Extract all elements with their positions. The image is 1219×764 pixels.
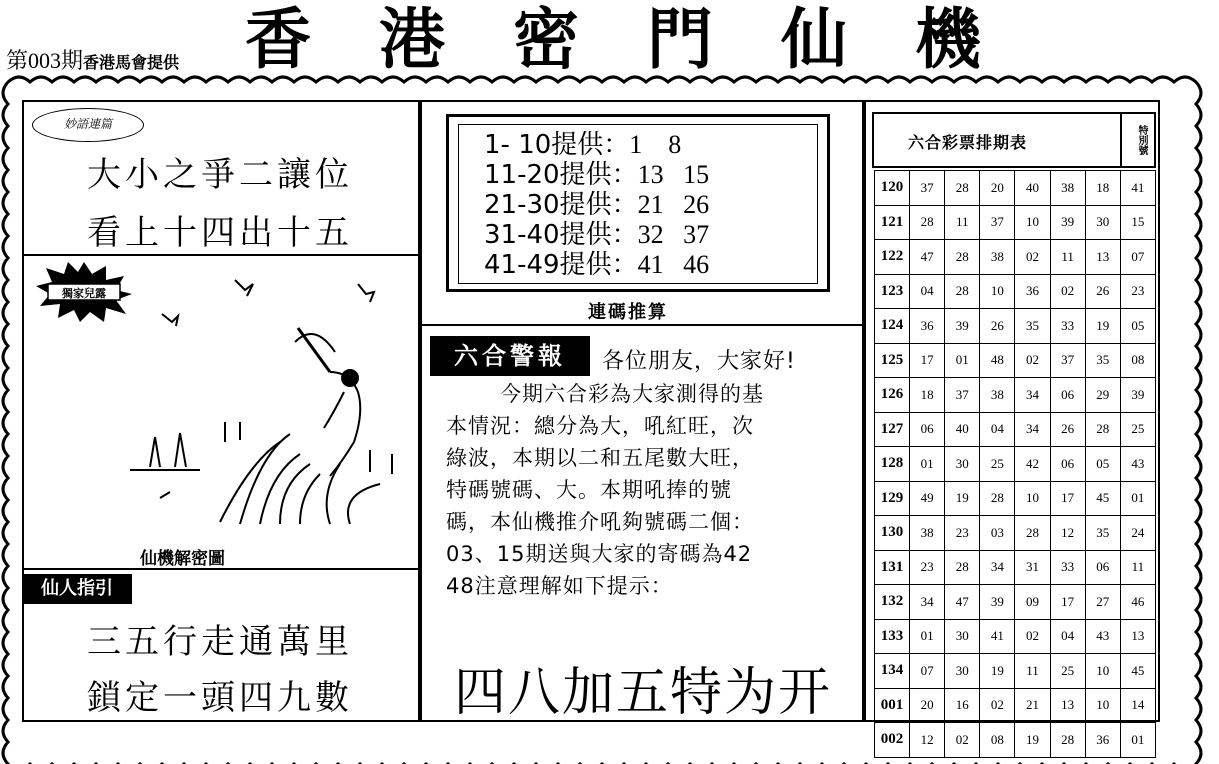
range-row <box>484 250 709 280</box>
number-cell: 40 <box>945 412 980 447</box>
number-cell: 14 <box>1120 688 1155 723</box>
table-title: 六合彩票排期表 <box>908 133 1028 152</box>
number-cell: 39 <box>1120 378 1155 413</box>
number-cell: 26 <box>980 309 1015 344</box>
range-values: 13 15 <box>637 160 710 189</box>
range-row <box>484 130 709 160</box>
number-cell: 04 <box>910 274 945 309</box>
number-cell: 13 <box>1050 688 1085 723</box>
number-cell: 01 <box>1120 723 1155 758</box>
number-cell: 20 <box>980 171 1015 206</box>
number-cell: 49 <box>910 481 945 516</box>
table-row <box>875 481 1156 516</box>
number-cell: 09 <box>1015 585 1050 620</box>
number-cell: 06 <box>910 412 945 447</box>
number-cell: 02 <box>1015 343 1050 378</box>
number-cell: 05 <box>1120 309 1155 344</box>
guide-label: 仙人指引 <box>22 574 132 604</box>
provider: 香港馬會提供 <box>83 53 180 72</box>
number-cell: 47 <box>910 240 945 275</box>
table-row <box>875 550 1156 585</box>
number-cell: 28 <box>910 205 945 240</box>
table-row <box>875 688 1156 723</box>
notice-line: 03、15期送與大家的寄碼為42 <box>446 542 753 566</box>
period-cell: 129 <box>875 481 910 516</box>
number-cell: 35 <box>1085 343 1120 378</box>
number-cell: 30 <box>1085 205 1120 240</box>
range-values: 1 8 <box>629 130 682 159</box>
number-cell: 06 <box>1085 550 1120 585</box>
number-cell: 11 <box>945 205 980 240</box>
number-cell: 48 <box>980 343 1015 378</box>
range-label: 31-40提供 <box>484 220 612 250</box>
poem-line: 三五行走通萬里 <box>87 622 353 662</box>
number-cell: 29 <box>1085 378 1120 413</box>
period-cell: 123 <box>875 274 910 309</box>
notice-line: 碼，本仙機推介吼夠號碼二個： <box>446 510 754 534</box>
poem-line: 看上十四出十五 <box>87 213 353 253</box>
number-cell: 06 <box>1050 447 1085 482</box>
image-caption: 仙機解密圖 <box>140 549 225 569</box>
table-row <box>875 205 1156 240</box>
divider <box>420 324 864 326</box>
number-cell: 07 <box>1120 240 1155 275</box>
number-cell: 08 <box>980 723 1015 758</box>
notice-line: 48注意理解如下提示： <box>446 574 673 598</box>
number-cell: 06 <box>1050 378 1085 413</box>
notice-line: 特碼號碼、大。本期吼捧的號 <box>446 478 732 502</box>
number-cell: 10 <box>1085 688 1120 723</box>
number-cell: 28 <box>945 171 980 206</box>
number-cell: 01 <box>1120 481 1155 516</box>
poem-top <box>40 146 400 262</box>
number-cell: 45 <box>1120 654 1155 689</box>
range-values: 32 37 <box>637 220 710 249</box>
poem-line: 大小之爭二讓位 <box>87 155 353 195</box>
colon: ： <box>611 190 638 220</box>
colon: ： <box>611 160 638 190</box>
number-cell: 17 <box>1050 481 1085 516</box>
table-row <box>875 619 1156 654</box>
number-cell: 01 <box>945 343 980 378</box>
colon: ： <box>603 130 630 160</box>
range-label: 1- 10提供 <box>484 130 604 160</box>
number-cell: 30 <box>945 447 980 482</box>
period-cell: 134 <box>875 654 910 689</box>
range-label: 21-30提供 <box>484 190 612 220</box>
number-cell: 34 <box>1015 412 1050 447</box>
table-header <box>872 112 1156 168</box>
number-cell: 41 <box>980 619 1015 654</box>
number-cell: 24 <box>1120 516 1155 551</box>
number-cell: 04 <box>980 412 1015 447</box>
table-row <box>875 447 1156 482</box>
number-cell: 38 <box>980 378 1015 413</box>
range-label: 41-49提供 <box>484 250 612 280</box>
number-cell: 36 <box>910 309 945 344</box>
number-cell: 02 <box>1015 240 1050 275</box>
period-cell: 125 <box>875 343 910 378</box>
period-cell: 002 <box>875 723 910 758</box>
number-cell: 05 <box>1085 447 1120 482</box>
number-cell: 18 <box>1085 171 1120 206</box>
ranges-list <box>484 130 709 280</box>
table-row <box>875 585 1156 620</box>
number-cell: 36 <box>1085 723 1120 758</box>
number-cell: 26 <box>1085 274 1120 309</box>
range-values: 41 46 <box>637 250 710 279</box>
number-cell: 43 <box>1085 619 1120 654</box>
number-cell: 21 <box>1015 688 1050 723</box>
number-cell: 02 <box>980 688 1015 723</box>
notice-text <box>446 378 856 602</box>
number-cell: 23 <box>945 516 980 551</box>
greeting: 各位朋友，大家好! <box>602 349 796 374</box>
number-cell: 15 <box>1120 205 1155 240</box>
table-row <box>875 274 1156 309</box>
poem-line: 鎖定一頭四九數 <box>87 678 353 718</box>
number-cell: 25 <box>980 447 1015 482</box>
table-row <box>875 654 1156 689</box>
number-cell: 02 <box>945 723 980 758</box>
number-cell: 01 <box>910 619 945 654</box>
number-cell: 10 <box>1015 481 1050 516</box>
number-cell: 39 <box>945 309 980 344</box>
side-label: 特別號 <box>1120 114 1156 166</box>
number-cell: 33 <box>1050 550 1085 585</box>
bird-icon <box>358 284 374 302</box>
colon: ： <box>611 250 638 280</box>
number-cell: 23 <box>910 550 945 585</box>
number-cell: 11 <box>1120 550 1155 585</box>
number-cell: 28 <box>945 550 980 585</box>
number-cell: 26 <box>1050 412 1085 447</box>
number-cell: 02 <box>1050 274 1085 309</box>
period-cell: 001 <box>875 688 910 723</box>
table-row <box>875 412 1156 447</box>
number-cell: 28 <box>1015 516 1050 551</box>
number-cell: 07 <box>910 654 945 689</box>
number-cell: 08 <box>1120 343 1155 378</box>
number-cell: 34 <box>910 585 945 620</box>
period-cell: 127 <box>875 412 910 447</box>
number-cell: 25 <box>1120 412 1155 447</box>
number-cell: 47 <box>945 585 980 620</box>
notice-line: 今期六合彩為大家測得的基 <box>500 382 764 406</box>
number-cell: 25 <box>1050 654 1085 689</box>
calc-label: 連碼推算 <box>588 302 668 323</box>
table-row <box>875 723 1156 758</box>
number-cell: 35 <box>1085 516 1120 551</box>
bird-icon <box>235 280 253 296</box>
period-cell: 121 <box>875 205 910 240</box>
table-row <box>875 309 1156 344</box>
number-cell: 28 <box>1085 412 1120 447</box>
number-cell: 16 <box>945 688 980 723</box>
number-cell: 38 <box>1050 171 1085 206</box>
period-cell: 128 <box>875 447 910 482</box>
table-row <box>875 516 1156 551</box>
number-cell: 19 <box>1085 309 1120 344</box>
bird-icon <box>162 314 178 326</box>
period-cell: 132 <box>875 585 910 620</box>
issue-number: 第003期 <box>6 48 84 73</box>
range-label: 11-20提供 <box>484 160 612 190</box>
number-cell: 37 <box>980 205 1015 240</box>
number-cell: 34 <box>1015 378 1050 413</box>
number-cell: 19 <box>980 654 1015 689</box>
number-cell: 33 <box>1050 309 1085 344</box>
range-row <box>484 160 709 190</box>
number-cell: 18 <box>910 378 945 413</box>
archer-illustration <box>130 262 410 532</box>
schedule-table <box>874 170 1156 758</box>
table-row <box>875 240 1156 275</box>
range-row <box>484 190 709 220</box>
notice-line: 綠波，本期以二和五尾數大旺， <box>446 446 754 470</box>
number-cell: 12 <box>1050 516 1085 551</box>
oval-label: 妙語連篇 <box>32 108 144 142</box>
number-cell: 30 <box>945 619 980 654</box>
page-title: 香港密門仙機 <box>245 1 1049 78</box>
number-cell: 28 <box>980 481 1015 516</box>
number-cell: 11 <box>1050 240 1085 275</box>
number-cell: 37 <box>945 378 980 413</box>
number-cell: 37 <box>1050 343 1085 378</box>
number-cell: 10 <box>980 274 1015 309</box>
table-row <box>875 378 1156 413</box>
number-cell: 45 <box>1085 481 1120 516</box>
number-cell: 38 <box>910 516 945 551</box>
alert-label: 六合警報 <box>430 336 590 376</box>
number-cell: 19 <box>945 481 980 516</box>
hint-text: 四八加五特为开 <box>454 663 833 723</box>
period-cell: 120 <box>875 171 910 206</box>
number-cell: 37 <box>910 171 945 206</box>
number-cell: 27 <box>1085 585 1120 620</box>
number-cell: 38 <box>980 240 1015 275</box>
period-cell: 130 <box>875 516 910 551</box>
number-cell: 10 <box>1015 205 1050 240</box>
period-cell: 122 <box>875 240 910 275</box>
notice-line: 本情況：總分為大，吼紅旺，次 <box>446 414 754 438</box>
number-cell: 28 <box>945 240 980 275</box>
table-row <box>875 171 1156 206</box>
range-values: 21 26 <box>637 190 710 219</box>
number-cell: 23 <box>1120 274 1155 309</box>
number-cell: 28 <box>945 274 980 309</box>
number-cell: 42 <box>1015 447 1050 482</box>
number-cell: 39 <box>1050 205 1085 240</box>
number-cell: 20 <box>910 688 945 723</box>
colon: ： <box>611 220 638 250</box>
period-cell: 126 <box>875 378 910 413</box>
number-cell: 36 <box>1015 274 1050 309</box>
number-cell: 01 <box>910 447 945 482</box>
number-cell: 35 <box>1015 309 1050 344</box>
number-cell: 40 <box>1015 171 1050 206</box>
number-cell: 19 <box>1015 723 1050 758</box>
number-cell: 12 <box>910 723 945 758</box>
number-cell: 02 <box>1015 619 1050 654</box>
number-cell: 04 <box>1050 619 1085 654</box>
number-cell: 10 <box>1085 654 1120 689</box>
number-cell: 11 <box>1015 654 1050 689</box>
period-cell: 133 <box>875 619 910 654</box>
number-cell: 28 <box>1050 723 1085 758</box>
number-cell: 13 <box>1120 619 1155 654</box>
number-cell: 39 <box>980 585 1015 620</box>
number-cell: 13 <box>1085 240 1120 275</box>
number-cell: 31 <box>1015 550 1050 585</box>
number-cell: 46 <box>1120 585 1155 620</box>
number-cell: 17 <box>1050 585 1085 620</box>
number-cell: 03 <box>980 516 1015 551</box>
range-row <box>484 220 709 250</box>
number-cell: 30 <box>945 654 980 689</box>
number-cell: 43 <box>1120 447 1155 482</box>
table-row <box>875 343 1156 378</box>
poem-bottom <box>40 614 400 726</box>
badge-label: 獨家兒露 <box>62 287 106 300</box>
number-cell: 34 <box>980 550 1015 585</box>
number-cell: 17 <box>910 343 945 378</box>
number-cell: 41 <box>1120 171 1155 206</box>
period-cell: 131 <box>875 550 910 585</box>
period-cell: 124 <box>875 309 910 344</box>
